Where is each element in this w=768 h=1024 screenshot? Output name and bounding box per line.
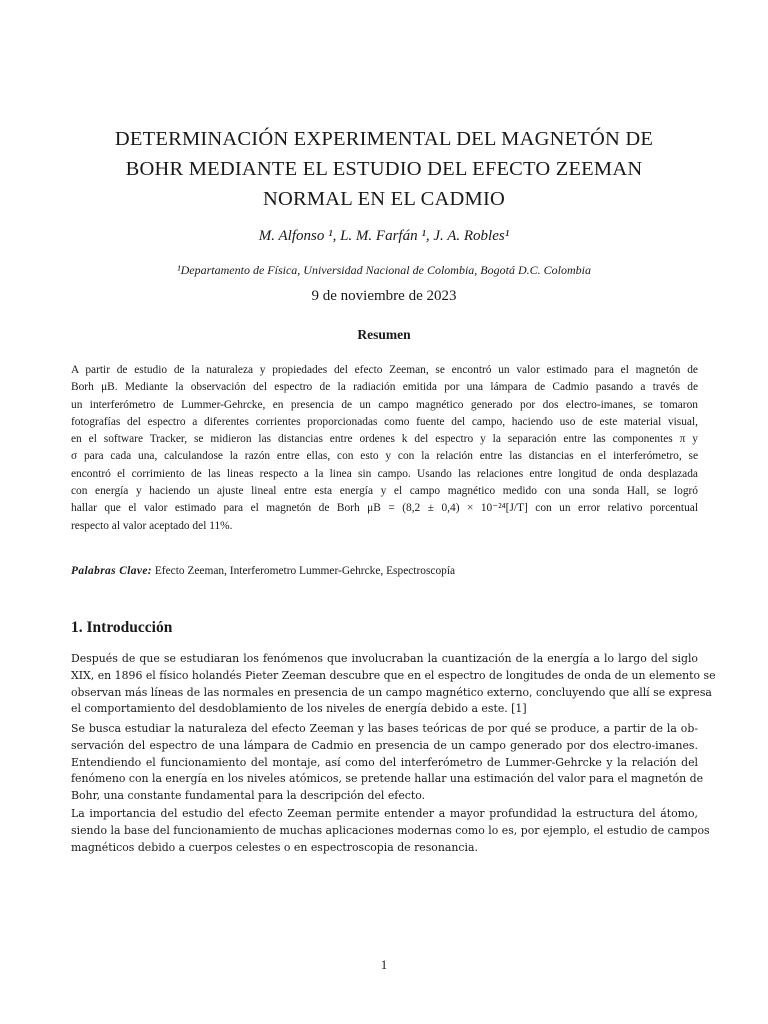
abstract-heading: Resumen [357,327,411,342]
paper-title [70,124,698,214]
paragraph-line: el comportamiento del desdoblamiento de los niveles de energía debido a este. [1] [71,702,527,716]
paragraph-line: siendo la base del funcionamiento de muchas aplicaciones modernas como lo es, por ejemplo, el estudio de campos [71,823,710,837]
paragraph-line: Después de que se estudiaran los fenómenos que involucraban la cuantización de la energía a lo largo del siglo [71,652,698,665]
section-heading: 1. Introducción [71,619,173,636]
abstract-line: Borh μB. Mediante la observación del espectro de la radiación emitida por una lámpara de Cadmio pasando a través de [71,381,698,394]
paragraph-line: XIX, en 1896 el físico holandés Pieter Zeeman descubre que en el espectro de longitudes de onda de un elemento se [71,668,716,682]
publication-date: 9 de noviembre de 2023 [311,288,457,304]
abstract-line: fotografías del espectro a diferentes corrientes proporcionadas como fuente del campo, haciendo uso de este material visual, [71,415,698,428]
body-paragraph [71,721,704,805]
paragraph-line: Bohr, una constante fundamental para la descripción del efecto. [71,789,426,803]
paragraph-line: magnéticos debido a cuerpos celestes o en espectroscopia de resonancia. [71,840,478,854]
title-line: NORMAL EN EL CADMIO [262,188,505,210]
abstract-line: con energía y haciendo un ajuste lineal entre esta energía y el campo magnético medido con una sonda Hall, se logró [71,485,698,498]
abstract-line: un interferómetro de Lummer-Gehrcke, en presencia de un campo magnético generado por dos electro-imanes, se tomaron [71,398,698,411]
body-paragraph [71,651,716,718]
title-line: BOHR MEDIANTE EL ESTUDIO DEL EFECTO ZEEMAN [125,158,643,180]
paragraph-line: servación del espectro de una lámpara de Cadmio en presencia de un campo generado por dos electro-imanes. [71,738,698,752]
keywords-label: Palabras Clave: [71,565,152,577]
body-paragraph [71,806,710,856]
paragraph-line: Entendiendo el funcionamiento del montaje, así como del interferómetro de Lummer-Gehrcke y la relación del [71,755,698,769]
page-number: 1 [380,957,388,972]
paragraph-line: observan más líneas de las normales en presencia de un campo magnético externo, concluyendo que allí se expresa [71,685,712,699]
keywords-text: Efecto Zeeman, Interferometro Lummer-Gehrcke, Espectroscopía [154,565,456,577]
author-affiliation: ¹Departamento de Física, Universidad Nacional de Colombia, Bogotá D.C. Colombia [177,263,591,277]
paragraph-line: fenómeno con la energía en los niveles atómicos, se pretende hallar una estimación del valor para el magnetón de [71,772,704,786]
abstract-line: A partir de estudio de la naturaleza y propiedades del efecto Zeeman, se encontró un valor estimado para el magnetón de [71,364,698,376]
keywords [71,565,698,577]
abstract-line: σ para cada una, calculandose la razón entre ellas, con esto y con la relación entre las distancias en el interferómetro, se [71,450,698,463]
abstract-line: respecto al valor aceptado del 11%. [71,519,233,532]
abstract-line: encontró el corrimiento de las lineas respecto a la linea sin campo. Usando las relaciones entre longitud de onda desplazada [71,467,698,480]
abstract-body [71,362,698,535]
paragraph-line: La importancia del estudio del efecto Zeeman permite entender a mayor profundidad la estructura del átomo, [71,807,698,820]
abstract-line: hallar que el valor estimado para el magnetón de Borh μB = (8,2 ± 0,4) × 10⁻²⁴[J/T] con un error relativo porcentual [71,502,698,515]
author-list: M. Alfonso ¹, L. M. Farfán ¹, J. A. Robles¹ [258,228,510,244]
title-line: DETERMINACIÓN EXPERIMENTAL DEL MAGNETÓN DE [114,128,654,150]
abstract-line: en el software Tracker, se midieron las distancias entre ordenes k del espectro y la separación entre las componentes π y [71,433,698,446]
paragraph-line: Se busca estudiar la naturaleza del efecto Zeeman y las bases teóricas de por qué se produce, a partir de la ob- [71,722,698,735]
